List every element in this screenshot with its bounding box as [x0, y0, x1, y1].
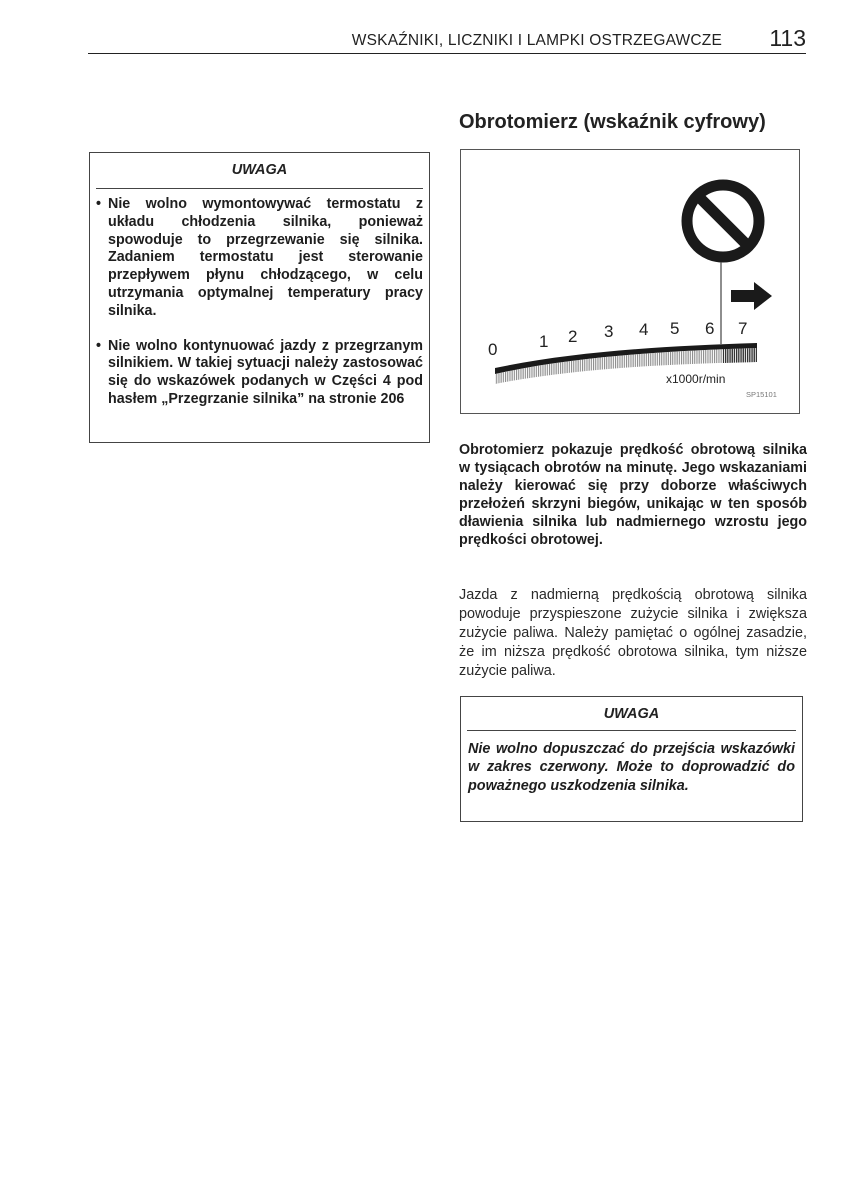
fuel-consumption-note: Jazda z nadmierną prędkością obrotową silnika powoduje przyspieszone zużycie silnika i zwiększa zużycie paliwa. Należy pamiętać o ogólnej zasadzie, że im niższa prędkość obrotowa silnika, tym niższe zużycie paliwa. [459, 587, 807, 679]
scale-label-0: 0 [488, 340, 498, 359]
warning-box-right [460, 696, 803, 822]
unit-label: x1000r/min [666, 372, 726, 386]
warning-redline-text: Nie wolno dopuszczać do przejścia wskazówki w zakres czerwony. Może to doprowadzić do poważnego uszkodzenia silnika. [468, 741, 795, 794]
warning-divider [96, 188, 423, 189]
warning-title: UWAGA [231, 162, 288, 178]
warning-box-left [89, 152, 430, 443]
tachometer-figure [460, 149, 800, 414]
scale-label-3: 3 [604, 322, 614, 341]
scale-label-4: 4 [639, 320, 649, 339]
arrow-right-icon [731, 282, 772, 310]
scale-label-1: 1 [539, 332, 549, 351]
figure-code: SP15101 [746, 390, 777, 399]
warning-divider [467, 730, 796, 731]
tachometer-illustration [461, 150, 799, 413]
scale-label-5: 5 [670, 319, 680, 338]
tachometer-description: Obrotomierz pokazuje prędkość obrotową silnika w tysiącach obrotów na minutę. Jego wskazaniami należy kierować się przy doborze właściwych przełożeń skrzyni biegów, unikając w ten sposób dławienia silnika lub nadmiernego wzrostu jego prędkości obrotowej. [459, 442, 807, 549]
warning-title: UWAGA [603, 706, 660, 722]
scale-label-2: 2 [568, 327, 578, 346]
warning-item-thermostat: • Nie wolno wymontowywać termostatu z układu chłodzenia silnika, ponieważ spowoduje to przegrzewanie się silnika. Zadaniem termostatu jest sterowanie przepływem płynu chłodzącego, w celu utrzymania optymalnej temperatury pracy silnika. [95, 196, 423, 321]
prohibition-icon [687, 185, 759, 257]
warning-item-overheating: • Nie wolno kontynuować jazdy z przegrzanym silnikiem. W takiej sytuacji należy zastosować się do wskazówek podanych w Części 4 pod hasłem „Przegrzanie silnika” na stronie 206 [95, 338, 423, 409]
page-number: 113 [769, 25, 806, 51]
page-header [88, 26, 806, 54]
warning-list [95, 196, 423, 409]
running-header-title: WSKAŹNIKI, LICZNIKI I LAMPKI OSTRZEGAWCZE [351, 32, 722, 49]
scale-label-6: 6 [705, 319, 715, 338]
scale-label-7: 7 [738, 319, 748, 338]
section-title: Obrotomierz (wskaźnik cyfrowy) [459, 111, 766, 133]
